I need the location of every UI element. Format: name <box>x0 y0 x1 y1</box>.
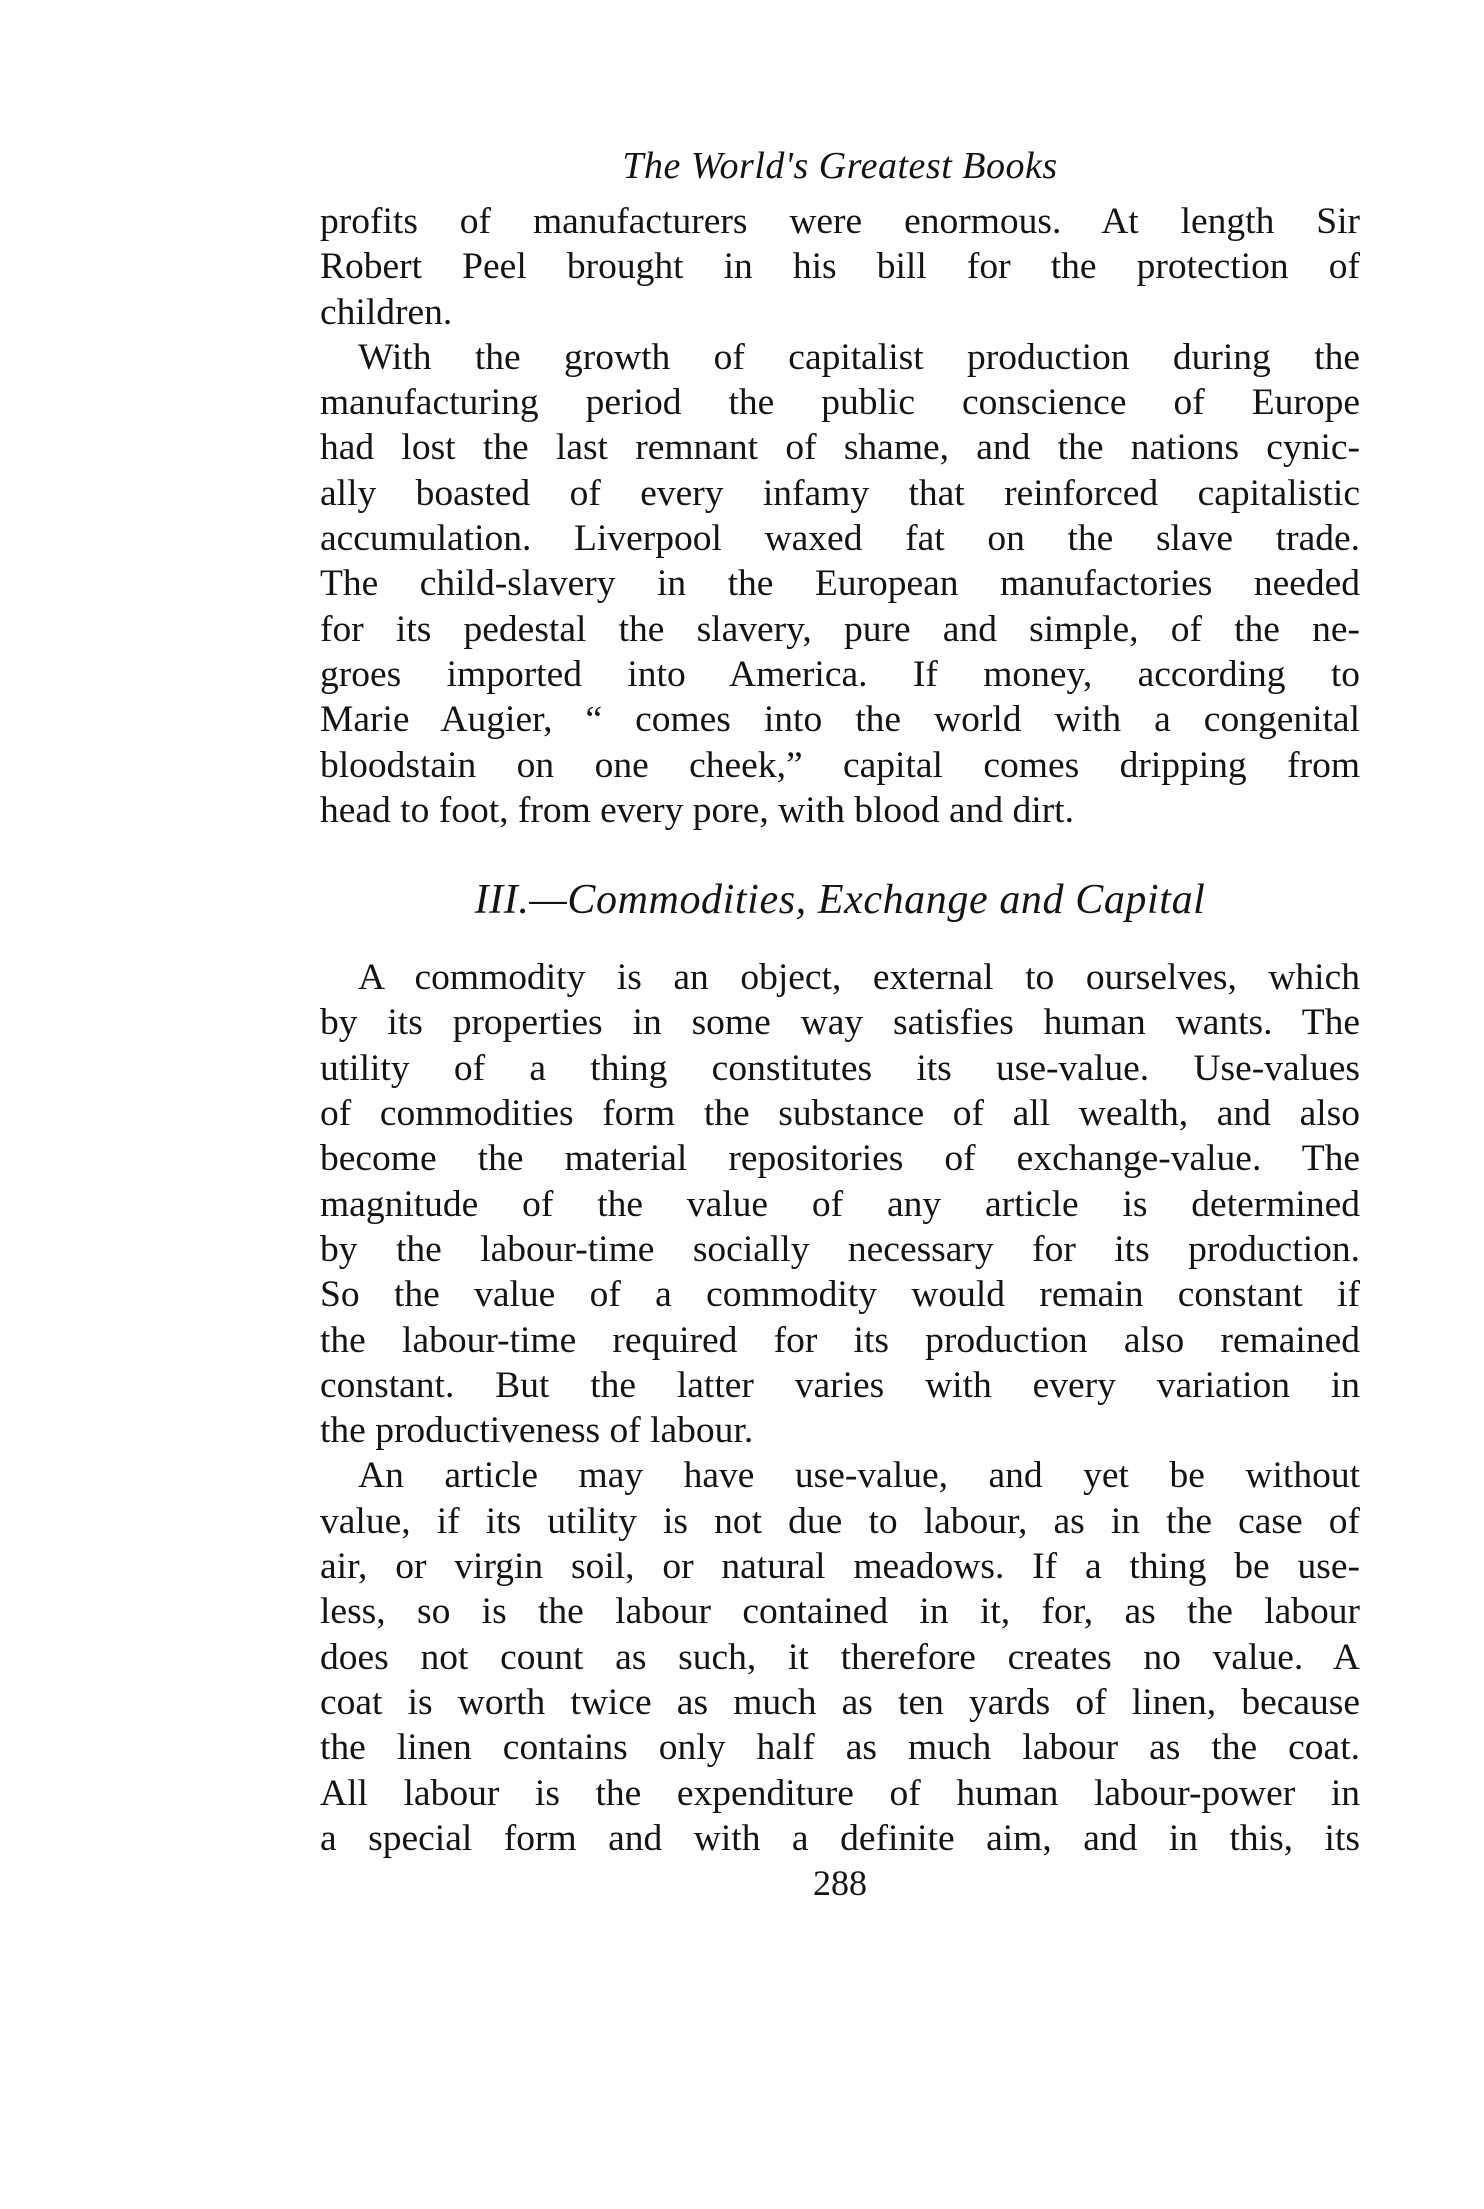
paragraph-3 <box>320 955 1360 1453</box>
text-line: An article may have use-value, and yet be without <box>358 1455 1360 1497</box>
text-line: by the labour-time socially necessary for its production. <box>320 1228 1360 1270</box>
text-line: for its pedestal the slavery, pure and simple, of the ne- <box>320 608 1360 650</box>
paragraph-4 <box>320 1453 1360 1861</box>
text-line: Marie Augier, “ comes into the world with a congenital <box>320 699 1360 741</box>
paragraph-1 <box>320 199 1360 335</box>
text-line: constant. But the latter varies with every variation in <box>320 1364 1360 1406</box>
text-line: a special form and with a definite aim, and in this, its <box>320 1817 1360 1859</box>
text-line: less, so is the labour contained in it, for, as the labour <box>320 1591 1360 1633</box>
text-line: magnitude of the value of any article is determined <box>320 1183 1360 1225</box>
section-heading: III.—Commodities, Exchange and Capital <box>474 877 1206 924</box>
book-page <box>320 130 1360 1905</box>
text-line: by its properties in some way satisfies human wants. The <box>320 1002 1360 1044</box>
text-line: bloodstain on one cheek,” capital comes dripping from <box>320 744 1360 786</box>
text-line: air, or virgin soil, or natural meadows. If a thing be use- <box>320 1546 1360 1588</box>
text-line: children. <box>320 291 453 333</box>
text-line: the labour-time required for its production also remained <box>320 1319 1360 1361</box>
text-line: accumulation. Liverpool waxed fat on the slave trade. <box>320 518 1360 560</box>
text-line: ally boasted of every infamy that reinforced capitalistic <box>320 472 1360 514</box>
text-line: With the growth of capitalist production during the <box>358 336 1360 378</box>
text-line: profits of manufacturers were enormous. At length Sir <box>320 201 1360 242</box>
text-line: So the value of a commodity would remain constant if <box>320 1274 1360 1316</box>
text-line: Robert Peel brought in his bill for the protection of <box>320 246 1360 288</box>
text-line: utility of a thing constitutes its use-value. Use-values <box>320 1047 1360 1089</box>
text-line: had lost the last remnant of shame, and the nations cynic- <box>320 427 1360 469</box>
text-line: coat is worth twice as much as ten yards of linen, because <box>320 1681 1360 1723</box>
text-line: All labour is the expenditure of human labour-power in <box>320 1772 1360 1814</box>
paragraph-2 <box>320 335 1360 833</box>
text-line: the linen contains only half as much labour as the coat. <box>320 1727 1360 1769</box>
text-line: become the material repositories of exchange-value. The <box>320 1138 1360 1180</box>
text-line: the productiveness of labour. <box>320 1410 754 1452</box>
text-line: of commodities form the substance of all wealth, and also <box>320 1093 1360 1135</box>
text-line: groes imported into America. If money, according to <box>320 653 1360 695</box>
text-line: value, if its utility is not due to labour, as in the case of <box>320 1500 1360 1542</box>
text-line: head to foot, from every pore, with blood and dirt. <box>320 789 1074 831</box>
page-number: 288 <box>813 1863 867 1904</box>
text-line: does not count as such, it therefore creates no value. A <box>320 1636 1360 1678</box>
text-line: manufacturing period the public conscience of Europe <box>320 382 1360 424</box>
text-line: The child-slavery in the European manufactories needed <box>320 563 1360 605</box>
text-line: A commodity is an object, external to ourselves, which <box>358 957 1360 999</box>
running-head: The World's Greatest Books <box>622 145 1058 187</box>
